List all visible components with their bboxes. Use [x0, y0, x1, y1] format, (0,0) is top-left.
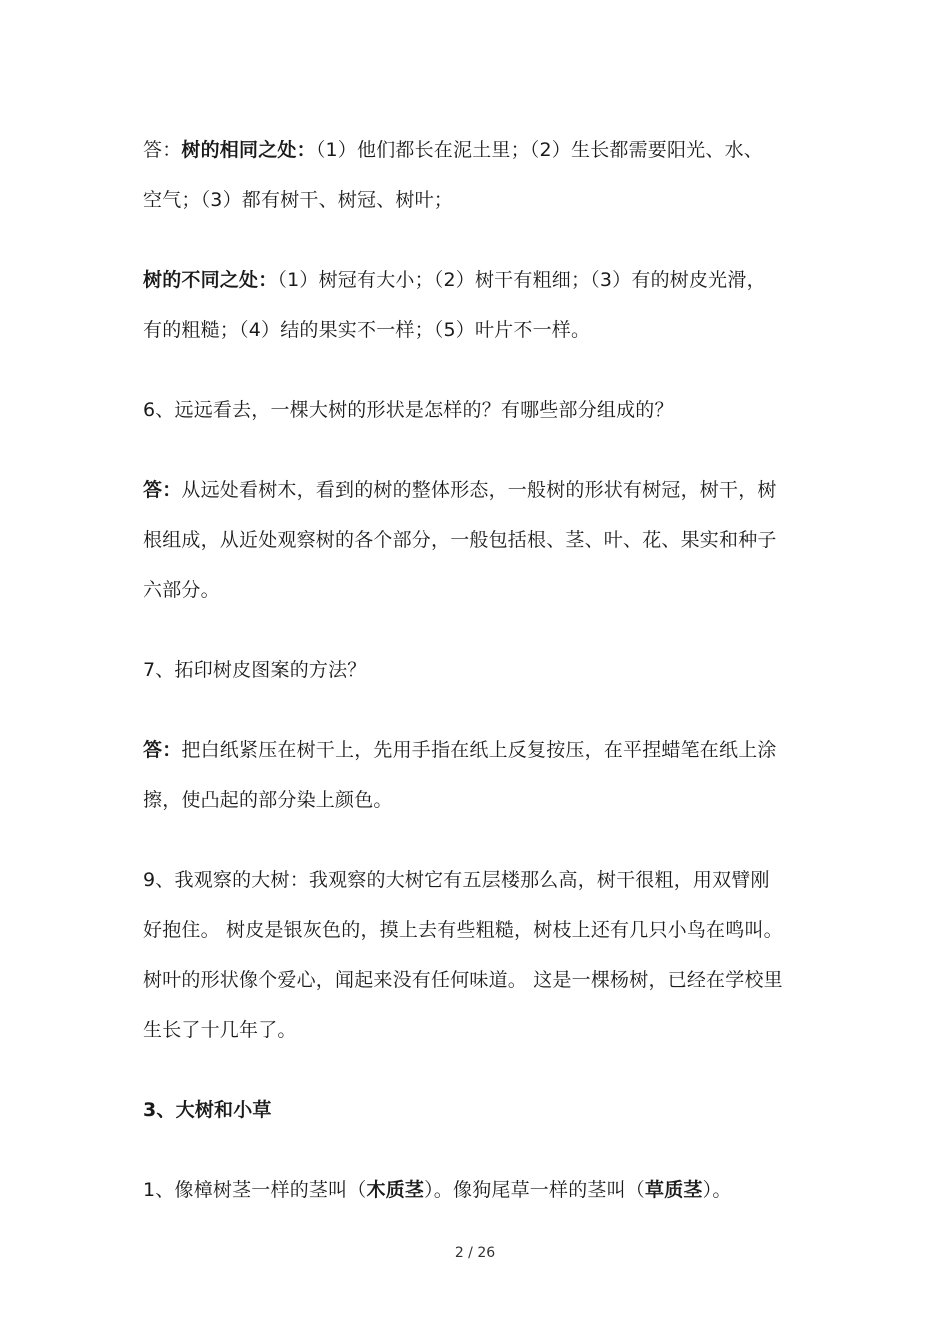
q5-answer-line-2: 空气；（3）都有树干、树冠、树叶；	[143, 189, 453, 211]
differences-text: （1）树冠有大小；（2）树干有粗细；（3）有的树皮光滑，	[277, 269, 766, 291]
q1-part-3: ）。	[702, 1179, 732, 1201]
q7-answer-line-1	[143, 737, 843, 763]
q1-part-1: 1、像樟树茎一样的茎叫（	[143, 1179, 367, 1201]
q6-question: 6、远远看去，一棵大树的形状是怎样的？有哪些部分组成的？	[143, 399, 674, 421]
answer-text: 从远处看树木，看到的树的整体形态，一般树的形状有树冠，树干，树	[181, 479, 777, 501]
q7-answer-line-2: 擦，使凸起的部分染上颜色。	[143, 789, 393, 811]
q6-answer-line-1	[143, 477, 843, 503]
section-heading: 3、大树和小草	[143, 1099, 272, 1121]
q9-line-2: 好抱住。 树皮是银灰色的，摸上去有些粗糙，树枝上还有几只小鸟在鸣叫。	[143, 919, 783, 941]
differences-label: 树的不同之处：	[143, 269, 278, 291]
q7-question: 7、拓印树皮图案的方法？	[143, 659, 367, 681]
answer-label: 答：	[143, 479, 182, 501]
q5-answer-line-1	[143, 137, 843, 163]
q1-part-2: ）。像狗尾草一样的茎叫（	[424, 1179, 646, 1201]
section3-q1	[143, 1177, 843, 1203]
q1-answer-woody-stem: 木质茎	[366, 1179, 425, 1201]
answer-label: 答：	[143, 739, 182, 761]
q9-line-1: 9、我观察的大树：我观察的大树它有五层楼那么高，树干很粗，用双臂刚	[143, 869, 770, 891]
q9-line-3: 树叶的形状像个爱心，闻起来没有任何味道。 这是一棵杨树，已经在学校里	[143, 969, 783, 991]
q5-answer-line-4: 有的粗糙；（4）结的果实不一样；（5）叶片不一样。	[143, 319, 591, 341]
similarities-text: （1）他们都长在泥土里；（2）生长都需要阳光、水、	[315, 139, 763, 161]
page-number: 2 / 26	[454, 1245, 496, 1261]
answer-prefix: 答：	[143, 139, 182, 161]
similarities-label: 树的相同之处：	[181, 139, 316, 161]
q5-answer-line-3	[143, 267, 843, 293]
q6-answer-line-3: 六部分。	[143, 579, 220, 601]
q9-line-4: 生长了十几年了。	[143, 1019, 297, 1041]
answer-text: 把白纸紧压在树干上，先用手指在纸上反复按压，在平捏蜡笔在纸上涂	[181, 739, 777, 761]
q6-answer-line-2: 根组成，从近处观察树的各个部分，一般包括根、茎、叶、花、果实和种子	[143, 529, 777, 551]
q1-answer-herbaceous-stem: 草质茎	[645, 1179, 703, 1201]
